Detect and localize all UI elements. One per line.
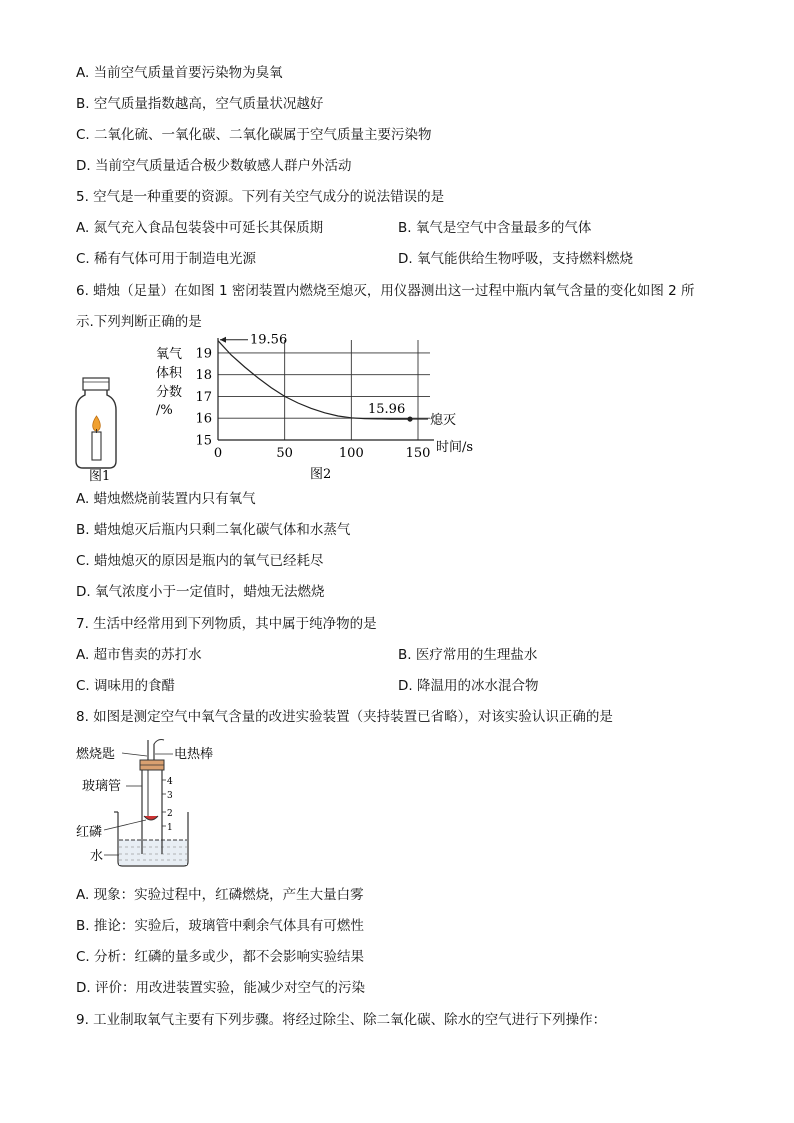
q6-option-d: D. 氧气浓度小于一定值时，蜡烛无法燃烧 xyxy=(76,584,325,600)
heater-wire xyxy=(154,740,164,745)
q8-option-a: A. 现象：实验过程中，红磷燃烧，产生大量白雾 xyxy=(76,887,364,903)
q5-option-b: B. 氧气是空气中含量最多的气体 xyxy=(398,220,592,236)
candle-body xyxy=(92,432,101,460)
label-heater: 电热棒 xyxy=(174,747,214,762)
q4-option-c: C. 二氧化硫、一氧化碳、二氧化碳属于空气质量主要污染物 xyxy=(76,127,432,143)
x-axis-label: 时间/s xyxy=(436,440,474,455)
q7-option-c: C. 调味用的食醋 xyxy=(76,678,176,694)
y-axis-label-line-1: 氧气 xyxy=(156,347,183,362)
q6-option-a: A. 蜡烛燃烧前装置内只有氧气 xyxy=(76,491,256,507)
y-tick-label-18: 18 xyxy=(195,368,212,384)
q6-option-c: C. 蜡烛熄灭的原因是瓶内的氧气已经耗尽 xyxy=(76,553,324,569)
red-phosphorus-spoon xyxy=(144,816,158,820)
graduation-4: 4 xyxy=(167,777,173,787)
y-tick-label-16: 16 xyxy=(195,411,212,427)
annotation-arrowhead-start xyxy=(220,337,226,343)
q8-stem: 8. 如图是测定空气中氧气含量的改进实验装置（夹持装置已省略），对该实验认识正确的是 xyxy=(76,709,613,725)
data-point-end xyxy=(407,416,412,421)
x-tick-label-100: 100 xyxy=(338,446,364,461)
q7-stem: 7. 生活中经常用到下列物质，其中属于纯净物的是 xyxy=(76,616,377,632)
y-axis-label-line-3: 分数 xyxy=(156,385,183,400)
label-water: 水 xyxy=(90,849,104,864)
q5-stem: 5. 空气是一种重要的资源。下列有关空气成分的说法错误的是 xyxy=(76,189,445,205)
q5-option-d: D. 氧气能供给生物呼吸，支持燃料燃烧 xyxy=(398,251,633,267)
q6-stem-line2: 示.下列判断正确的是 xyxy=(76,314,202,330)
x-tick-label-150: 150 xyxy=(405,446,431,461)
y-tick-label-19: 19 xyxy=(195,346,212,362)
y-tick-label-17: 17 xyxy=(195,389,212,405)
x-tick-label-0: 0 xyxy=(213,446,223,461)
figure-1-label: 图1 xyxy=(89,469,111,484)
graduation-3: 3 xyxy=(167,791,173,801)
y-axis-label-line-2: 体积 xyxy=(156,366,183,381)
annotation-extinguish: 熄灭 xyxy=(430,413,457,429)
flame-icon xyxy=(93,416,101,431)
figure-1-candle-jar xyxy=(70,376,120,484)
y-axis-label-line-4: /% xyxy=(156,403,173,418)
figure-2-chart xyxy=(140,334,480,484)
q4-option-a: A. 当前空气质量首要污染物为臭氧 xyxy=(76,65,283,81)
q4-option-d: D. 当前空气质量适合极少数敏感人群户外活动 xyxy=(76,158,352,174)
graduation-2: 2 xyxy=(167,809,173,819)
graduation-1: 1 xyxy=(167,823,173,833)
x-tick-label-50: 50 xyxy=(276,446,293,461)
q4-option-b: B. 空气质量指数越高，空气质量状况越好 xyxy=(76,96,324,112)
annotation-start-value: 19.56 xyxy=(250,334,288,348)
jar-stopper xyxy=(83,378,109,390)
label-glass-tube: 玻璃管 xyxy=(82,779,122,794)
q7-option-a: A. 超市售卖的苏打水 xyxy=(76,647,202,663)
q8-option-c: C. 分析：红磷的量多或少，都不会影响实验结果 xyxy=(76,949,365,965)
q5-option-c: C. 稀有气体可用于制造电光源 xyxy=(76,251,257,267)
figure-q8-apparatus xyxy=(72,734,242,876)
q8-option-b: B. 推论：实验后，玻璃管中剩余气体具有可燃性 xyxy=(76,918,364,934)
q7-option-d: D. 降温用的冰水混合物 xyxy=(398,678,539,694)
figure-2-label: 图2 xyxy=(310,467,332,482)
q8-option-d: D. 评价：用改进装置实验，能减少对空气的污染 xyxy=(76,980,365,996)
q7-option-b: B. 医疗常用的生理盐水 xyxy=(398,647,538,663)
label-spoon: 燃烧匙 xyxy=(76,747,116,762)
label-red-phosphorus: 红磷 xyxy=(76,825,103,840)
q6-option-b: B. 蜡烛熄灭后瓶内只剩二氧化碳气体和水蒸气 xyxy=(76,522,351,538)
q5-option-a: A. 氮气充入食品包装袋中可延长其保质期 xyxy=(76,220,324,236)
water-body xyxy=(119,840,187,865)
q9-stem: 9. 工业制取氧气主要有下列步骤。将经过除尘、除二氧化碳、除水的空气进行下列操作： xyxy=(76,1012,607,1028)
q6-stem-line1: 6. 蜡烛（足量）在如图 1 密闭装置内燃烧至熄灭，用仪器测出这一过程中瓶内氧气含量的变化如图 2 所 xyxy=(76,283,695,299)
y-tick-label-15: 15 xyxy=(195,433,212,449)
annotation-end-value: 15.96 xyxy=(368,402,406,418)
